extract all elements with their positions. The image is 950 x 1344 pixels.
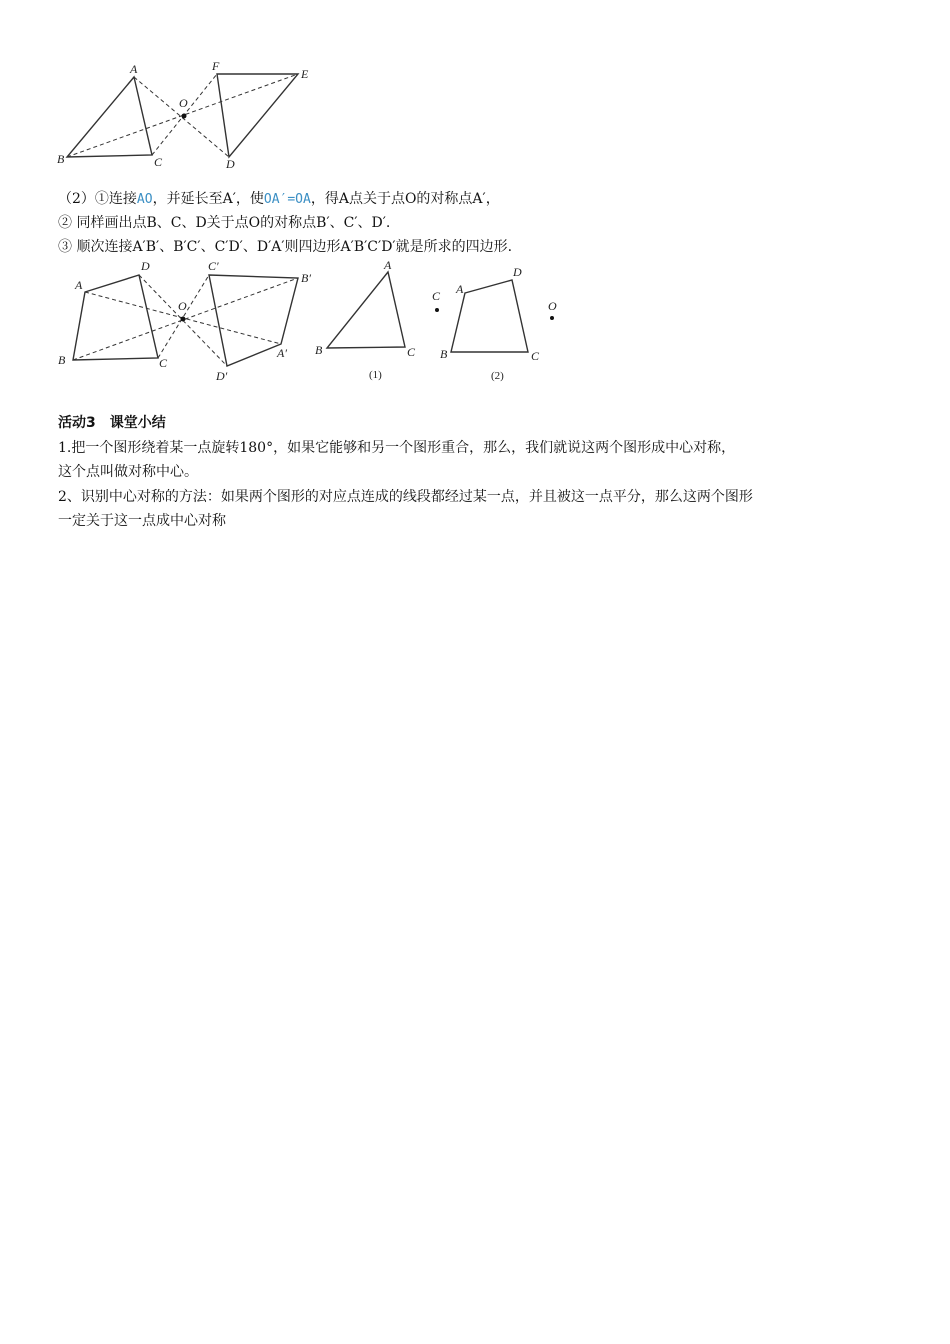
triangle-abc — [327, 272, 405, 348]
caption-1: (1) — [369, 369, 382, 381]
step-1-mid: ，并延长至A′，使 — [152, 191, 264, 207]
label-c: C — [531, 349, 540, 363]
label-b: B — [440, 347, 448, 361]
label-b: B — [58, 353, 66, 367]
summary-heading: 活动3 课堂小结 — [58, 415, 166, 431]
label-d-prime: D′ — [216, 369, 228, 383]
summary-p1-line2: 这个点叫做对称中心。 — [58, 464, 198, 480]
caption-2: (2) — [491, 370, 504, 382]
label-b-prime: B′ — [301, 271, 311, 285]
label-c-prime: C′ — [208, 259, 219, 273]
label-a: A — [384, 258, 392, 272]
summary-p1-line1: 1.把一个图形绕着某一点旋转180°，如果它能够和另一个图形重合，那么，我们就说这两个图形成中心对称， — [58, 440, 736, 456]
step-3: ③ 顺次连接A′B′、B′C′、C′D′、D′A′则四边形A′B′C′D′就是所求的四边形. — [58, 239, 513, 255]
quad-abcd — [73, 275, 158, 360]
step-1-eq: OA′=OA — [263, 192, 311, 207]
triangle-abc — [67, 77, 152, 157]
dash-ad — [134, 77, 229, 157]
label-d: D — [141, 259, 150, 273]
dash-c-c2 — [158, 275, 209, 358]
label-a: A — [456, 282, 464, 296]
summary-p2-line2: 一定关于这一点成中心对称 — [58, 513, 226, 529]
label-d: D — [226, 157, 235, 171]
step-1-ao: AO — [136, 192, 153, 207]
label-point-c: C — [432, 289, 441, 303]
step-2: ② 同样画出点B、C、D关于点O的对称点B′、C′、D′. — [58, 215, 391, 231]
label-c: C — [159, 356, 168, 370]
label-a: A — [75, 278, 83, 292]
point-o — [550, 316, 554, 320]
figure-2-quadrilaterals — [55, 258, 320, 383]
figure-4-quadrilateral — [425, 258, 570, 383]
label-c: C — [407, 345, 416, 359]
summary-p2-line1: 2、识别中心对称的方法：如果两个图形的对应点连成的线段都经过某一点，并且被这一点平分，那么这两个图形 — [58, 489, 753, 505]
label-b: B — [57, 152, 65, 166]
label-point-o: O — [548, 299, 557, 313]
label-a: A — [130, 62, 138, 76]
figure-3-triangle — [310, 258, 425, 383]
center-point-o — [182, 114, 187, 119]
step-1 — [58, 188, 500, 211]
step-1-prefix: （2）①连接 — [58, 191, 137, 207]
center-point-o — [181, 317, 186, 322]
triangle-fed — [217, 74, 298, 157]
label-o: O — [178, 299, 187, 313]
label-b: B — [315, 343, 323, 357]
label-c: C — [154, 155, 163, 169]
step-1-suffix: ，得A点关于点O的对称点A′， — [310, 191, 500, 207]
label-a-prime: A′ — [277, 346, 287, 360]
label-o: O — [179, 96, 188, 110]
label-e: E — [301, 67, 309, 81]
label-d: D — [513, 265, 522, 279]
figure-1-triangles — [55, 60, 325, 175]
label-f: F — [212, 60, 220, 73]
point-c — [435, 308, 439, 312]
